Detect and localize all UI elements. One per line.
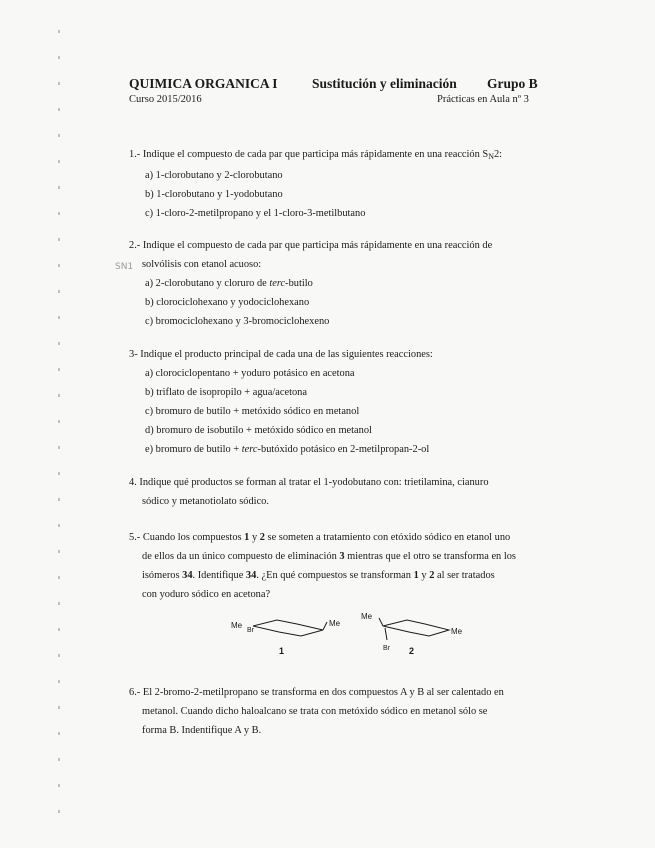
question-3 (129, 345, 543, 459)
question-1-text: 1.- Indique el compuesto de cada par que participa más rápidamente en una reacción $S_N2$: (129, 149, 503, 161)
question-2-text-cont: solvólisis con etanol acuoso: (142, 259, 262, 270)
question-1 (129, 145, 543, 223)
option-c: c) bromociclohexano y 3-bromociclohexeno (145, 316, 330, 327)
option-d: d) bromuro de isobutilo + metóxido sódico en metanol (145, 425, 372, 436)
question-5 (129, 528, 543, 604)
br-label: Br (247, 627, 254, 634)
structure-2-number: 2 (409, 646, 415, 656)
group-label: Grupo B (487, 76, 538, 91)
option-b: b) clorociclohexano y yodociclohexano (145, 297, 310, 308)
option-a: a) 2-clorobutano y cloruro de terc-butilo (145, 278, 313, 289)
structure-1 (253, 620, 327, 636)
me-label: Me (329, 619, 341, 628)
structure-1-number: 1 (279, 646, 285, 656)
option-b: b) triflato de isopropilo + agua/acetona (145, 387, 307, 398)
option-a: a) 1-clorobutano y 2-clorobutano (145, 170, 283, 181)
option-e: e) bromuro de butilo + terc-butóxido potásico en 2-metilpropan-2-ol (145, 444, 430, 455)
question-4 (129, 473, 543, 511)
me-label: Me (451, 627, 463, 636)
question-5-line-2: de ellos da un único compuesto de eliminación 3 mientras que el otro se transforma en los (142, 551, 516, 562)
option-a: a) clorociclopentano + yoduro potásico en acetona (145, 368, 355, 379)
option-c: c) 1-cloro-2-metilpropano y el 1-cloro-3-metilbutano (145, 208, 366, 219)
me-label: Me (231, 621, 243, 630)
question-4-text-cont: sódico y metanotiolato sódico. (142, 496, 269, 507)
question-6-line-3: forma B. Indentifique A y B. (142, 725, 262, 736)
question-2-text: 2.- Indique el compuesto de cada par que participa más rápidamente en una reacción de (129, 240, 493, 251)
question-2 (129, 236, 543, 331)
question-5-line-1: 5.- Cuando los compuestos 1 y 2 se someten a tratamiento con etóxido sódico en etanol uno (129, 532, 511, 543)
br-label: Br (383, 645, 390, 652)
question-5-line-3: isómeros 34. Identifique 34. ¿En qué compuestos se transforman 1 y 2 al ser tratados (142, 570, 495, 581)
question-6-line-2: metanol. Cuando dicho haloalcano se trata con metóxido sódico en metanol sólo se (142, 706, 488, 717)
margin-annotation: SN1 (115, 262, 134, 272)
question-6 (129, 683, 543, 740)
practice-label: Prácticas en Aula nº 3 (437, 94, 529, 105)
option-b: b) 1-clorobutano y 1-yodobutano (145, 189, 283, 200)
cyclohexane-structures (225, 608, 475, 664)
course-year: Curso 2015/2016 (129, 94, 202, 105)
question-3-text: 3- Indique el producto principal de cada una de las siguientes reacciones: (129, 349, 433, 360)
question-5-line-4: con yoduro sódico en acetona? (142, 589, 271, 600)
structure-2 (379, 618, 449, 640)
question-4-text: 4. Indique qué productos se forman al tratar el 1-yodobutano con: trietilamina, cianuro (129, 477, 489, 488)
course-title: QUIMICA ORGANICA I (129, 76, 278, 91)
question-6-line-1: 6.- El 2-bromo-2-metilpropano se transforma en dos compuestos A y B al ser calentado en (129, 687, 504, 698)
topic-title: Sustitución y eliminación (312, 76, 457, 91)
binding-edge (58, 30, 60, 820)
me-label: Me (361, 612, 373, 621)
option-c: c) bromuro de butilo + metóxido sódico en metanol (145, 406, 360, 417)
